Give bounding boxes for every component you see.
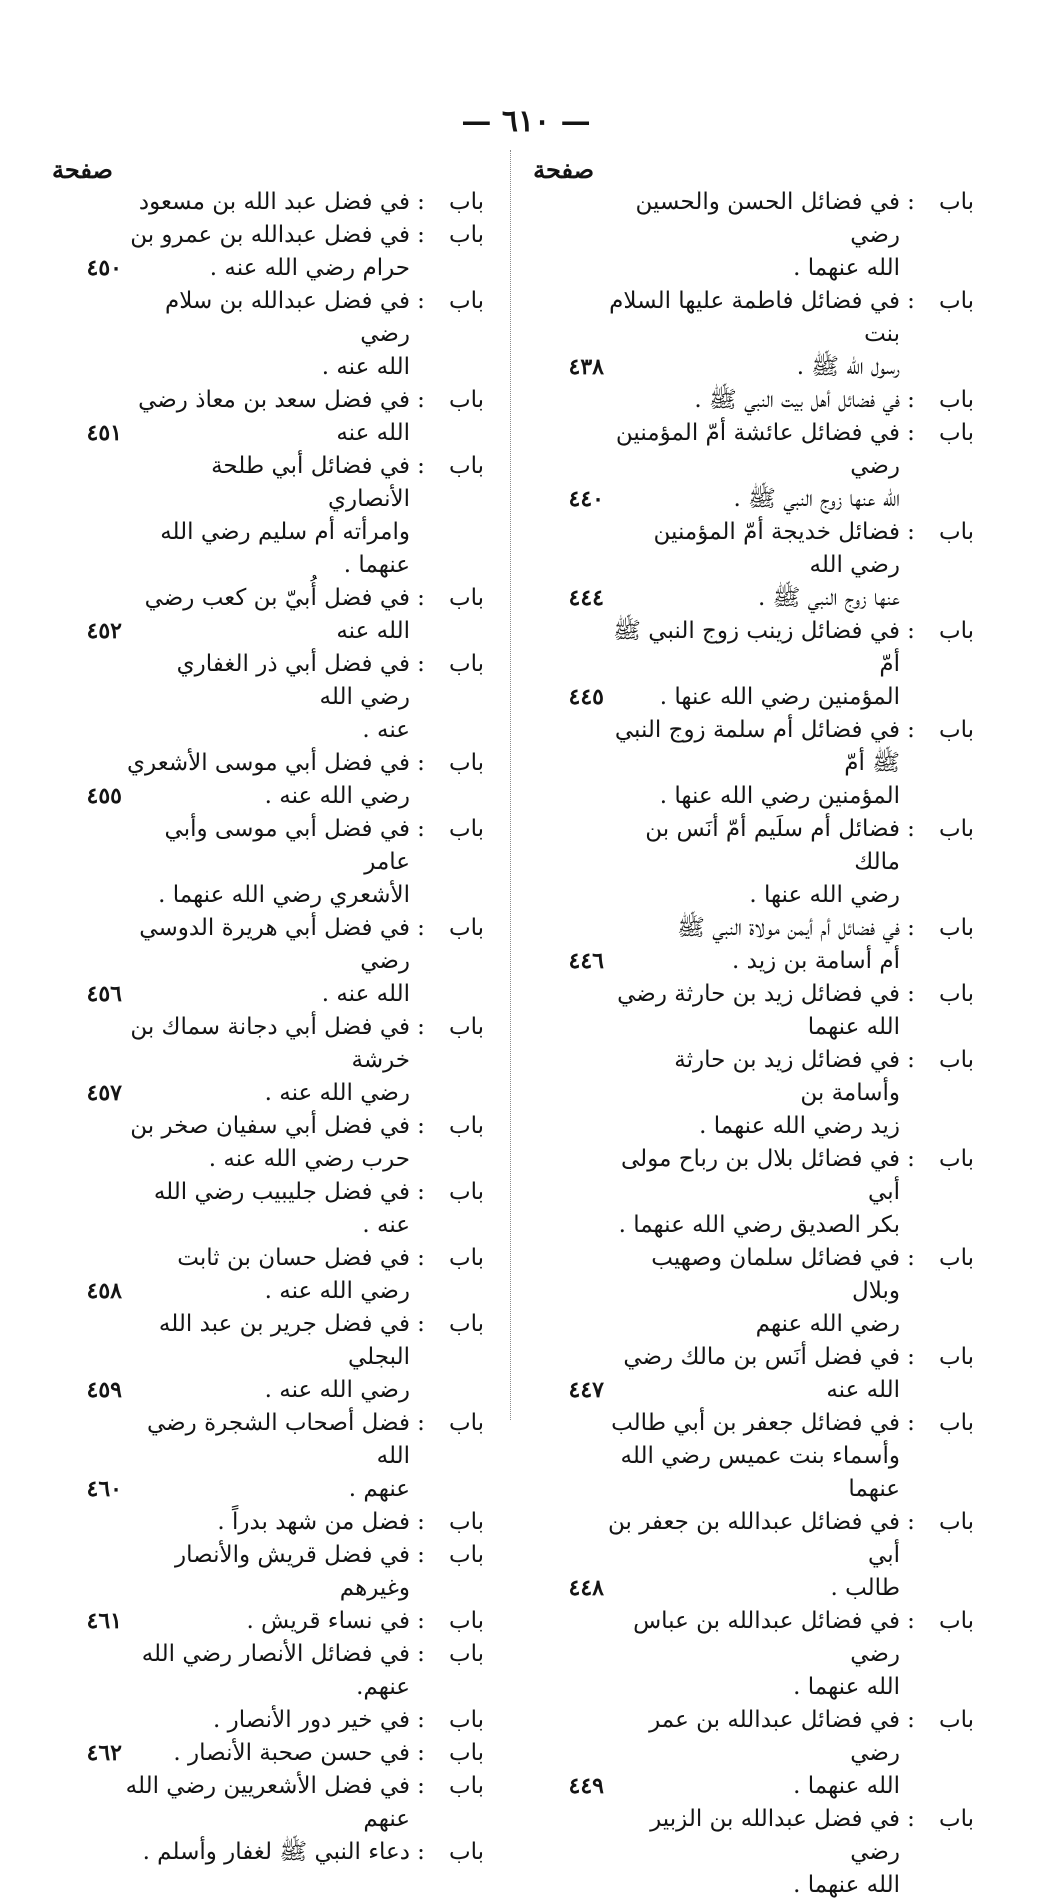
toc-entry — [534, 1242, 974, 1341]
entry-title: فضائل خديجة أمّ المؤمنين رضي الله عنها زوج النبي ﷺ . — [653, 519, 900, 611]
entry-label: باب — [938, 1509, 974, 1535]
entry-label: باب — [448, 651, 484, 677]
entry-title: في فضل أُبيّ بن كعب رضي الله عنه — [144, 585, 410, 644]
toc-entry — [52, 1638, 484, 1704]
entry-page-number — [52, 1110, 122, 1176]
toc-entry — [534, 1803, 974, 1902]
entry-colon: : — [907, 618, 915, 644]
entry-label: باب — [448, 189, 484, 215]
entry-colon: : — [417, 222, 425, 248]
page-number: — ٦١٠ — — [461, 104, 591, 139]
entry-colon: : — [907, 1806, 915, 1832]
entry-page-number — [52, 1176, 122, 1242]
entry-label: باب — [938, 1608, 974, 1634]
entry-page-number — [52, 1770, 122, 1836]
entry-label: باب — [938, 1410, 974, 1436]
toc-entry — [534, 1044, 974, 1143]
toc-entry — [52, 1407, 484, 1506]
entry-title: فضائل أم سلَيم أمّ أنَس بن مالك رضي الله عنها . — [645, 816, 900, 908]
entry-title: في فضل جرير بن عبد الله البجلي رضي الله عنه . — [158, 1311, 410, 1403]
entry-title: في فضل عبدالله بن عمرو بن حرام رضي الله عنه . — [130, 222, 410, 281]
toc-entry — [52, 1539, 484, 1605]
entry-page-number: ٤٤٥ — [568, 684, 604, 710]
entry-page-number: ٤٣٨ — [568, 354, 604, 380]
entry-page-number — [534, 813, 604, 912]
entry-label: باب — [448, 1740, 484, 1766]
entry-title: في فضائل جعفر بن أبي طالب وأسماء بنت عميس رضي الله عنهما — [611, 1410, 900, 1502]
entry-colon: : — [417, 1179, 425, 1205]
toc-entry — [52, 747, 484, 813]
entry-title: في فضل أبي موسى الأشعري رضي الله عنه . — [127, 750, 410, 809]
toc-entry — [52, 1242, 484, 1308]
entry-title: في فضل عبدالله بن سلام رضي الله عنه . — [165, 288, 410, 380]
entry-label: باب — [448, 750, 484, 776]
entry-colon: : — [907, 1344, 915, 1370]
entry-label: باب — [938, 189, 974, 215]
entry-label: باب — [448, 1542, 484, 1568]
entry-label: باب — [938, 1344, 974, 1370]
entry-label: باب — [938, 1806, 974, 1832]
entry-title: دعاء النبي ﷺ لغفار وأسلم . — [142, 1839, 410, 1865]
toc-entry — [534, 813, 974, 912]
entry-title: في فضائل زينب زوج النبي ﷺ أمّ المؤمنين رضي الله عنها . — [613, 618, 900, 710]
entry-page-number — [534, 1605, 604, 1704]
entry-label: باب — [448, 453, 484, 479]
entry-page-number: ٤٦١ — [86, 1608, 122, 1634]
entry-colon: : — [907, 1245, 915, 1271]
toc-entry — [52, 813, 484, 912]
toc-entry — [52, 1605, 484, 1638]
toc-entry — [52, 1308, 484, 1407]
entry-title: في فضائل عبدالله بن عمر رضي الله عنهما . — [649, 1707, 900, 1799]
entry-page-number: ٤٥٩ — [86, 1377, 122, 1403]
entry-title: في فضائل أم سلمة زوج النبي ﷺ أمّ المؤمنين رضي الله عنها . — [614, 717, 900, 809]
toc-entry — [534, 516, 974, 615]
toc-entry — [52, 384, 484, 450]
entry-label: باب — [448, 1509, 484, 1535]
entry-page-number — [52, 186, 122, 219]
entry-title: في فضائل عبدالله بن جعفر بن أبي طالب . — [607, 1509, 900, 1601]
toc-entry — [52, 285, 484, 384]
toc-entry — [534, 1506, 974, 1605]
toc-entry — [534, 1341, 974, 1407]
entry-label: باب — [448, 222, 484, 248]
toc-entry — [52, 1011, 484, 1110]
entry-page-number — [534, 1407, 604, 1506]
entry-title: في فضل أبي هريرة الدوسي رضي الله عنه . — [139, 915, 410, 1007]
toc-entry — [52, 1176, 484, 1242]
entry-title: في فضائل زيد بن حارثة رضي الله عنهما — [617, 981, 900, 1040]
entry-page-number — [534, 1143, 604, 1242]
entry-title: في خير دور الأنصار . — [213, 1707, 410, 1733]
entry-page-number: ٤٥٠ — [86, 255, 122, 281]
entry-page-number — [534, 186, 604, 285]
entry-colon: : — [417, 750, 425, 776]
entry-page-number: ٤٥٥ — [86, 783, 122, 809]
entry-label: باب — [448, 1410, 484, 1436]
entry-title: في فضل قريش والأنصار وغيرهم — [175, 1542, 410, 1601]
entry-page-number — [534, 1044, 604, 1143]
toc-entry — [52, 1836, 484, 1869]
entry-colon: : — [417, 387, 425, 413]
entry-label: باب — [938, 1707, 974, 1733]
entry-colon: : — [417, 453, 425, 479]
column-header-left: صفحة — [52, 155, 113, 184]
toc-entry — [534, 1704, 974, 1803]
entry-title: في فضل الأشعريين رضي الله عنهم — [125, 1773, 410, 1832]
toc-entry — [52, 912, 484, 1011]
entry-label: باب — [938, 981, 974, 1007]
entry-colon: : — [907, 717, 915, 743]
entry-page-number: ٤٥٧ — [86, 1080, 122, 1106]
entry-label: باب — [448, 1311, 484, 1337]
left-column — [52, 186, 484, 1869]
toc-entry — [52, 219, 484, 285]
entry-title: في فضل أبي موسى وأبي عامر الأشعري رضي الله عنهما . — [158, 816, 410, 908]
entry-colon: : — [907, 1410, 915, 1436]
entry-label: باب — [448, 1245, 484, 1271]
right-column — [534, 186, 974, 1902]
entry-title: في فضائل سلمان وصهيب وبلال رضي الله عنهم — [651, 1245, 900, 1337]
entry-colon: : — [417, 1113, 425, 1139]
entry-page-number: ٤٥٨ — [86, 1278, 122, 1304]
entry-title: في فضل عبدالله بن الزبير رضي الله عنهما . — [650, 1806, 900, 1898]
toc-entry — [52, 1110, 484, 1176]
entry-label: باب — [938, 387, 974, 413]
entry-title: في فضائل الأنصار رضي الله عنهم. — [141, 1641, 410, 1700]
toc-entry — [534, 615, 974, 714]
toc-entry — [52, 1704, 484, 1737]
entry-label: باب — [448, 387, 484, 413]
entry-label: باب — [448, 1839, 484, 1865]
entry-label: باب — [448, 1179, 484, 1205]
entry-page-number: ٤٤٦ — [568, 948, 604, 974]
entry-title: في فضائل الحسن والحسين رضي الله عنهما . — [635, 189, 900, 281]
entry-colon: : — [907, 981, 915, 1007]
entry-colon: : — [907, 1047, 915, 1073]
entry-page-number: ٤٥٦ — [86, 981, 122, 1007]
toc-entry — [534, 384, 974, 417]
entry-label: باب — [448, 585, 484, 611]
entry-colon: : — [417, 1839, 425, 1865]
entry-colon: : — [417, 1740, 425, 1766]
entry-title: في فضائل أم أيمن مولاة النبي ﷺ أم أسامة بن زيد . — [677, 915, 900, 974]
entry-page-number: ٤٤٩ — [568, 1773, 604, 1799]
entry-colon: : — [907, 915, 915, 941]
toc-entry — [534, 417, 974, 516]
entry-colon: : — [907, 288, 915, 314]
entry-colon: : — [417, 1245, 425, 1271]
entry-title: في فضل أبي ذر الغفاري رضي الله عنه . — [176, 651, 410, 743]
entry-label: باب — [448, 1608, 484, 1634]
entry-label: باب — [938, 618, 974, 644]
entry-label: باب — [938, 717, 974, 743]
toc-entry — [52, 450, 484, 582]
entry-page-number: ٤٤٠ — [568, 486, 604, 512]
entry-label: باب — [938, 420, 974, 446]
entry-title: في فضل جليبيب رضي الله عنه . — [153, 1179, 410, 1238]
entry-label: باب — [938, 915, 974, 941]
entry-colon: : — [417, 1707, 425, 1733]
entry-colon: : — [907, 1146, 915, 1172]
entry-page-number: ٤٤٤ — [568, 585, 604, 611]
entry-label: باب — [448, 1113, 484, 1139]
entry-title: في فضائل بلال بن رباح مولى أبي بكر الصديق رضي الله عنهما . — [618, 1146, 900, 1238]
entry-label: باب — [448, 915, 484, 941]
entry-colon: : — [907, 387, 915, 413]
entry-page-number — [534, 978, 604, 1044]
entry-colon: : — [417, 1014, 425, 1040]
entry-colon: : — [417, 288, 425, 314]
toc-entry — [52, 1770, 484, 1836]
entry-colon: : — [417, 816, 425, 842]
entry-page-number — [52, 1506, 122, 1539]
entry-label: باب — [448, 1014, 484, 1040]
entry-colon: : — [417, 1509, 425, 1535]
entry-page-number — [52, 285, 122, 384]
entry-page-number — [534, 1242, 604, 1341]
entry-page-number — [52, 1539, 122, 1605]
entry-title: في فضائل أهل بيت النبي ﷺ . — [694, 387, 900, 413]
entry-page-number: ٤٥١ — [86, 420, 122, 446]
entry-label: باب — [448, 1773, 484, 1799]
entry-title: في نساء قريش . — [246, 1608, 410, 1634]
column-divider — [510, 150, 511, 1420]
entry-page-number — [52, 648, 122, 747]
toc-entry — [52, 186, 484, 219]
entry-page-number: ٤٤٨ — [568, 1575, 604, 1601]
entry-colon: : — [907, 1608, 915, 1634]
entry-label: باب — [938, 1047, 974, 1073]
entry-colon: : — [907, 519, 915, 545]
toc-entry — [52, 1737, 484, 1770]
toc-entry — [534, 1407, 974, 1506]
entry-colon: : — [417, 651, 425, 677]
entry-page-number: ٤٤٧ — [568, 1377, 604, 1403]
entry-page-number — [52, 813, 122, 912]
entry-label: باب — [448, 288, 484, 314]
toc-entry — [534, 978, 974, 1044]
entry-title: في فضل أبي دجانة سماك بن خرشة رضي الله عنه . — [130, 1014, 410, 1106]
entry-label: باب — [938, 1245, 974, 1271]
entry-colon: : — [907, 816, 915, 842]
entry-title: في فضل أبي سفيان صخر بن حرب رضي الله عنه . — [130, 1113, 410, 1172]
toc-entry — [534, 1143, 974, 1242]
entry-label: باب — [448, 1641, 484, 1667]
entry-title: في فضائل زيد بن حارثة وأسامة بن زيد رضي الله عنهما . — [674, 1047, 900, 1139]
entry-colon: : — [417, 1311, 425, 1337]
toc-entry — [534, 912, 974, 978]
toc-entry — [534, 186, 974, 285]
toc-entry — [52, 582, 484, 648]
entry-colon: : — [907, 189, 915, 215]
entry-colon: : — [417, 585, 425, 611]
entry-colon: : — [907, 1707, 915, 1733]
entry-colon: : — [417, 189, 425, 215]
entry-label: باب — [448, 1707, 484, 1733]
toc-entry — [534, 714, 974, 813]
entry-page-number — [52, 1638, 122, 1704]
entry-colon: : — [417, 1641, 425, 1667]
entry-page-number — [52, 1704, 122, 1737]
entry-page-number — [52, 1836, 122, 1869]
entry-page-number — [52, 450, 122, 582]
entry-label: باب — [938, 288, 974, 314]
toc-entry — [534, 285, 974, 384]
entry-page-number — [534, 1803, 604, 1902]
entry-colon: : — [417, 1410, 425, 1436]
entry-title: فضل أصحاب الشجرة رضي الله عنهم . — [146, 1410, 410, 1502]
entry-title: في فضل أنَس بن مالك رضي الله عنه — [623, 1344, 900, 1403]
entry-title: في فضل عبد الله بن مسعود — [138, 189, 410, 215]
entry-title: في فضائل عائشة أمّ المؤمنين رضي الله عنها زوج النبي ﷺ . — [615, 420, 900, 512]
entry-title: في حسن صحبة الأنصار . — [173, 1740, 410, 1766]
entry-page-number — [534, 714, 604, 813]
entry-label: باب — [448, 816, 484, 842]
entry-title: في فضائل عبدالله بن عباس رضي الله عنهما . — [633, 1608, 900, 1700]
entry-colon: : — [417, 1773, 425, 1799]
entry-title: في فضائل فاطمة عليها السلام بنت رسول الله ﷺ . — [609, 288, 900, 380]
entry-colon: : — [417, 1608, 425, 1634]
entry-title: في فضائل أبي طلحة الأنصاري وامرأته أم سليم رضي الله عنهما . — [160, 453, 410, 578]
entry-page-number: ٤٥٢ — [86, 618, 122, 644]
entry-label: باب — [938, 519, 974, 545]
entry-title: في فضل حسان بن ثابت رضي الله عنه . — [177, 1245, 410, 1304]
entry-colon: : — [417, 915, 425, 941]
entry-title: في فضل سعد بن معاذ رضي الله عنه — [138, 387, 410, 446]
toc-entry — [52, 648, 484, 747]
entry-label: باب — [938, 816, 974, 842]
entry-page-number: ٤٦٠ — [86, 1476, 122, 1502]
column-header-right: صفحة — [533, 155, 594, 184]
entry-colon: : — [907, 420, 915, 446]
entry-colon: : — [417, 1542, 425, 1568]
entry-colon: : — [907, 1509, 915, 1535]
entry-title: فضل من شهد بدراً . — [217, 1509, 410, 1535]
toc-entry — [534, 1605, 974, 1704]
entry-page-number — [534, 384, 604, 417]
entry-page-number: ٤٦٢ — [86, 1740, 122, 1766]
toc-entry — [52, 1506, 484, 1539]
entry-label: باب — [938, 1146, 974, 1172]
